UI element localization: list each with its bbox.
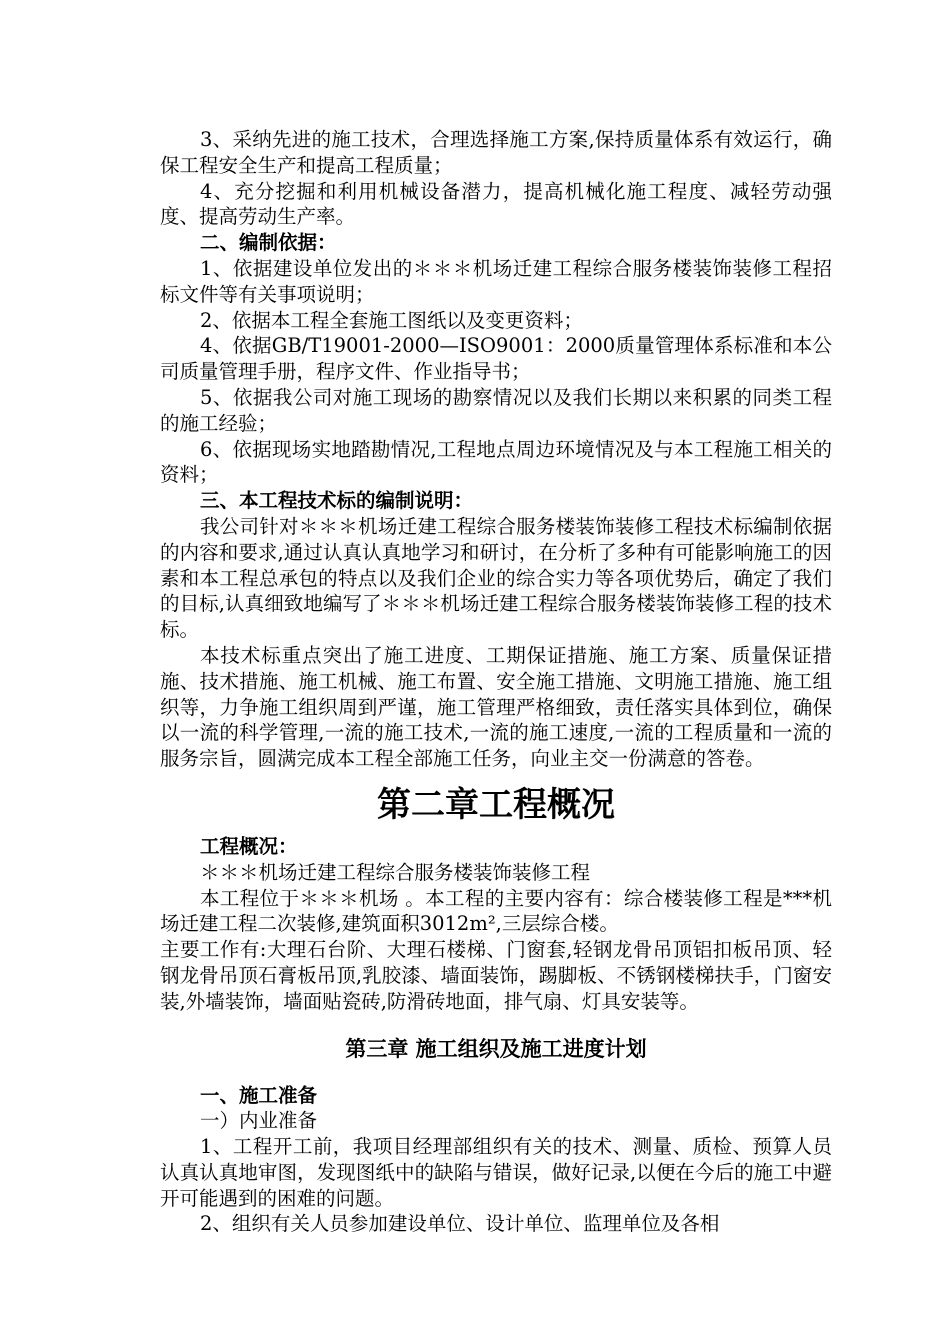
paragraph: 5、依据我公司对施工现场的勘察情况以及我们长期以来积累的同类工程的施工经验； [160, 385, 832, 435]
paragraph: 2、依据本工程全套施工图纸以及变更资料； [200, 308, 583, 332]
paragraph: 本工程位于＊＊＊机场 。本工程的主要内容有：综合楼装修工程是***机场迁建工程二次装修,建筑面积3012m²,三层综合楼。 [160, 886, 832, 936]
paragraph: 4、依据GB/T19001-2000—ISO9001：2000质量管理体系标准和本公司质量管理手册，程序文件、作业指导书； [160, 334, 832, 384]
paragraph: 4、充分挖掘和利用机械设备潜力，提高机械化施工程度、减轻劳动强度、提高劳动生产率。 [160, 179, 832, 229]
paragraph: 1、依据建设单位发出的＊＊＊机场迁建工程综合服务楼装饰装修工程招标文件等有关事项说明； [160, 256, 832, 306]
section-heading: 三、本工程技术标的编制说明： [200, 489, 474, 513]
chapter-title: 第三章 施工组织及施工进度计划 [345, 1035, 647, 1061]
paragraph: 6、依据现场实地踏勘情况,工程地点周边环境情况及与本工程施工相关的资料； [160, 437, 832, 487]
paragraph: 主要工作有:大理石台阶、大理石楼梯、门窗套,轻钢龙骨吊顶铝扣板吊顶、轻钢龙骨吊顶石膏板吊顶,乳胶漆、墙面装饰，踢脚板、不锈钢楼梯扶手，门窗安装,外墙装饰，墙面贴瓷砖,防滑砖地面，排气扇、灯具安装等。 [160, 938, 832, 1013]
paragraph: 2、组织有关人员参加建设单位、设计单位、监理单位及各相 [200, 1212, 720, 1236]
paragraph: 本技术标重点突出了施工进度、工期保证措施、施工方案、质量保证措施、技术措施、施工机械、施工布置、安全施工措施、文明施工措施、施工组织等，力争施工组织周到严谨，施工管理严格细致，责任落实具体到位，确保以一流的科学管理,一流的施工技术,一流的施工速度,一流的工程质量和一流的服务宗旨，圆满完成本工程全部施工任务，向业主交一份满意的答卷。 [160, 643, 832, 771]
document-body [160, 127, 832, 1237]
paragraph: ＊＊＊机场迁建工程综合服务楼装饰装修工程 [200, 860, 591, 884]
chapter-title: 第二章工程概况 [377, 784, 615, 825]
paragraph: 1、工程开工前，我项目经理部组织有关的技术、测量、质检、预算人员认真认真地审图，发现图纸中的缺陷与错误，做好记录,以便在今后的施工中避开可能遇到的困难的问题。 [160, 1135, 832, 1210]
section-heading: 工程概况： [200, 834, 298, 858]
section-heading: 一、施工准备 [200, 1083, 318, 1107]
paragraph: 我公司针对＊＊＊机场迁建工程综合服务楼装饰装修工程技术标编制依据的内容和要求,通过认真认真地学习和研讨，在分析了多种有可能影响施工的因素和本工程总承包的特点以及我们企业的综合实力等各项优势后，确定了我们的目标,认真细致地编写了＊＊＊机场迁建工程综合服务楼装饰装修工程的技术标。 [160, 514, 832, 642]
section-heading: 二、编制依据： [200, 231, 337, 255]
paragraph: 一）内业准备 [200, 1109, 318, 1133]
paragraph: 3、采纳先进的施工技术，合理选择施工方案,保持质量体系有效运行，确保工程安全生产和提高工程质量； [160, 128, 832, 177]
